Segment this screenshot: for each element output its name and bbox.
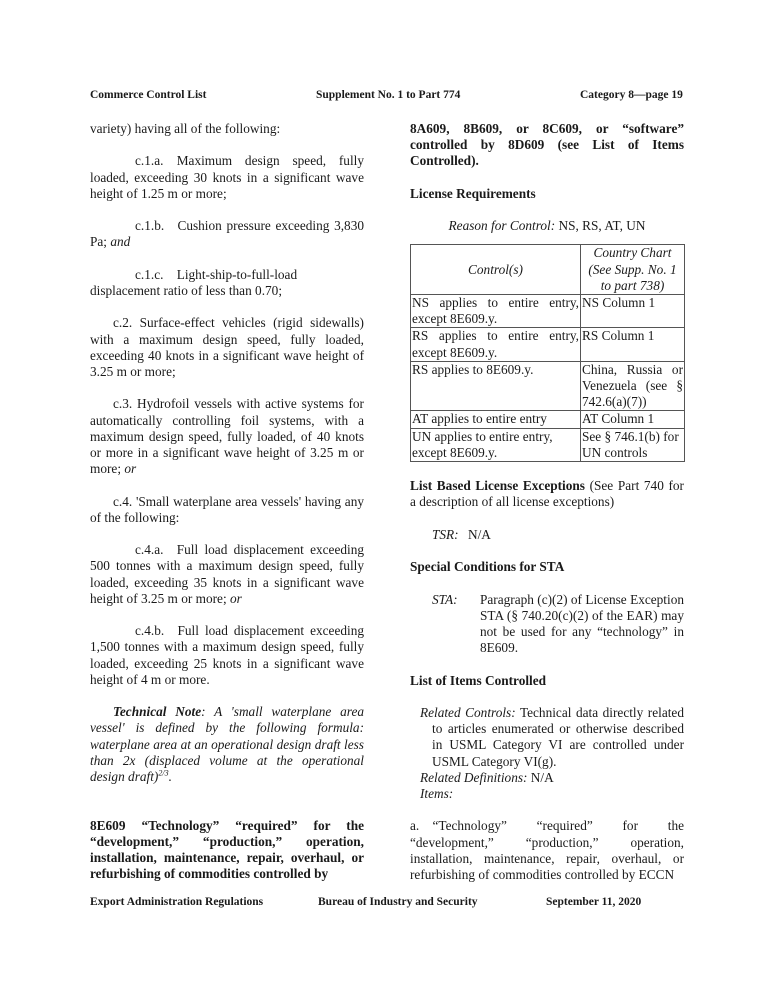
item-c3 [90,396,364,477]
table-row [411,428,685,461]
related-controls [410,705,684,770]
footer-right: September 11, 2020 [546,896,642,908]
technical-note-end: . [168,768,172,784]
header-left: Commerce Control List [90,89,207,101]
lble-section [410,478,684,510]
item-c4a-conj: or [229,590,242,606]
left-column [90,121,364,882]
table-cell-country-chart: AT Column 1 [581,411,685,428]
related-controls-value: Technical data directly related to articles enumerated or otherwise described in USML Category VI are controlled under USML Category VI(g). [432,704,684,769]
item-c1b-conj: and [110,234,131,250]
table-header-controls: Control(s) [411,245,581,295]
item-c1a: c.1.a. Maximum design speed, fully loaded, exceeding 30 knots in a significant wave height of 1.25 m or more; [90,153,364,201]
table-cell-control: RS applies to entire entry, except 8E609.y. [412,328,579,360]
table-row [411,295,685,328]
item-c3-conj: or [124,461,137,477]
footer-left: Export Administration Regulations [90,896,264,908]
table-cell-control: NS applies to entire entry, except 8E609.y. [412,295,579,327]
sta-heading: Special Conditions for STA [410,559,565,575]
item-c4: c.4. 'Small waterplane area vessels' having any of the following: [90,493,364,525]
header-center: Supplement No. 1 to Part 774 [316,89,461,101]
table-cell-control: AT applies to entire entry [411,411,581,428]
header-right: Category 8—page 19 [580,89,683,101]
sta-row [410,592,684,657]
eccn-heading-continued: 8A609, 8B609, or 8C609, or “software” controlled by 8D609 (see List of Items Controlled). [410,121,684,169]
lble-note: (See Part 740 for a description of all license exceptions) [410,478,684,510]
item-c1b [90,218,364,250]
related-definitions-label: Related Definitions: [420,769,528,785]
sta-value: Paragraph (c)(2) of License Exception STA (§ 740.20(c)(2) of the EAR) may not be used for any “technology” in 8E609. [480,591,684,656]
table-cell-country-chart: China, Russia or Venezuela (see § 742.6(a)(7)) [582,361,683,410]
table-header-row [411,245,685,295]
technical-note-exponent: 2/3 [158,768,169,778]
item-c1c: c.1.c. Light-ship-to-full-load displacement ratio of less than 0.70; [90,266,298,298]
footer-center: Bureau of Industry and Security [318,896,478,908]
license-requirements-table [410,244,685,462]
table-cell-country-chart: RS Column 1 [581,328,685,361]
right-column [410,121,684,883]
tsr-row [410,527,684,543]
table-header-country-chart: Country Chart (See Supp. No. 1 to part 738) [581,245,685,295]
item-a: a. “Technology” “required” for the “development,” “production,” operation, installation, maintenance, repair, overhaul, or refurbishing of commodities controlled by ECCN [410,818,684,882]
reason-for-control [410,218,684,234]
reason-label: Reason for Control: [448,218,556,234]
item-c4b: c.4.b. Full load displacement exceeding 1,500 tonnes with a maximum design speed, fully loaded, exceeding 25 knots in a significant wave height of 4 m or more. [90,623,364,687]
lble-heading: List Based License Exceptions [410,478,585,494]
sta-label: STA: [432,591,458,607]
tsr-label: TSR: [432,526,459,542]
intro-text: variety) having all of the following: [90,121,281,136]
eccn-heading: 8E609 “Technology” “required” for the “development,” “production,” operation, installation, maintenance, repair, overhaul, or refurbishing of commodities controlled by [90,817,364,882]
related-definitions [410,770,684,786]
technical-note [90,704,364,785]
table-row [411,328,685,361]
table-cell-control: UN applies to entire entry, except 8E609.y. [411,428,581,461]
item-c4a [90,542,364,607]
license-requirements-heading: License Requirements [410,185,536,201]
technical-note-label: Technical Note [113,704,202,720]
table-cell-control: RS applies to 8E609.y. [411,361,581,411]
related-controls-label: Related Controls: [420,704,516,720]
items-heading: List of Items Controlled [410,672,547,688]
table-row [411,361,685,411]
table-row [411,411,685,428]
item-c1b-text: c.1.b. Cushion pressure exceeding 3,830 Pa; [90,218,364,250]
item-c2: c.2. Surface-effect vehicles (rigid sidewalls) with a maximum design speed, fully loaded, exceeding 40 knots in a significant wave height of 3.25 m or more; [90,315,364,379]
reason-value: NS, RS, AT, UN [555,218,646,234]
items-label: Items: [420,786,454,801]
table-cell-country-chart: See § 746.1(b) for UN controls [581,428,685,461]
tsr-value: N/A [468,526,491,542]
table-cell-country-chart: NS Column 1 [581,295,685,328]
item-c3-text: c.3. Hydrofoil vessels with active systems for automatically controlling foil systems, with a maximum design speed, fully loaded, of 40 knots or more in a significant wave height of 3.25 m or more; [90,396,364,477]
related-definitions-value: N/A [527,769,554,785]
technical-note-text: : A 'small waterplane area vessel' is defined by the following formula: waterplane area at an operational design draft less than 2x (displaced volume at the operational design draft) [90,704,364,784]
item-c4a-text: c.4.a. Full load displacement exceeding 500 tonnes with a maximum design speed, fully loaded, exceeding 35 knots in a significant wave height of 3.25 m or more; [90,542,364,606]
